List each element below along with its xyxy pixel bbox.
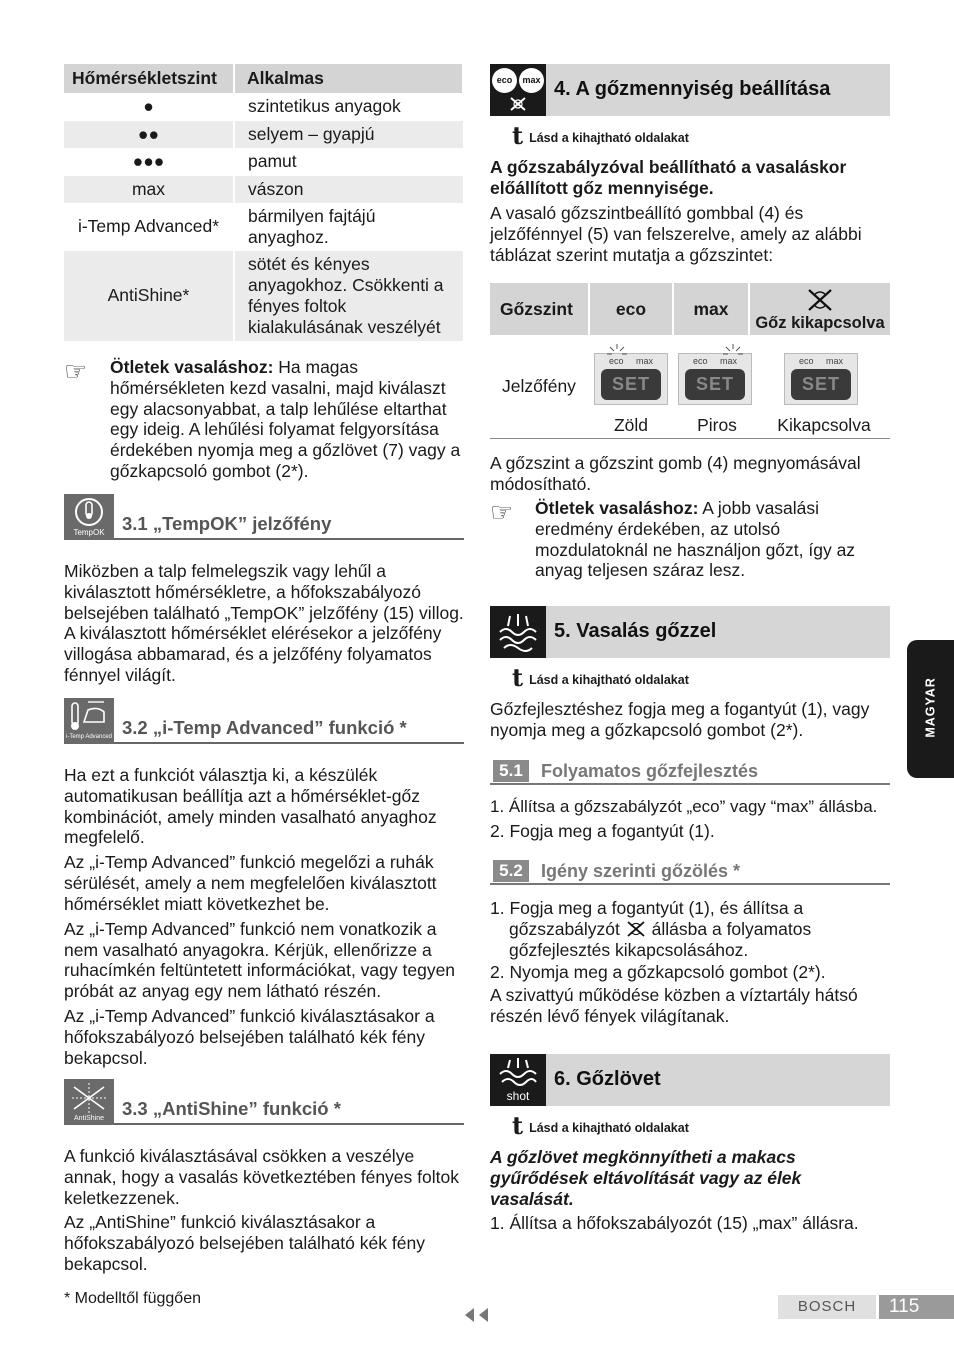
eco-max-steam-icon: eco max — [490, 64, 546, 116]
section-5-2-heading: 5.2 Igény szerinti gőzölés * — [490, 859, 890, 885]
section-5-heading — [490, 606, 890, 658]
back-arrows-icon[interactable] — [462, 1305, 492, 1325]
table-header: Hőmérsékletszint — [64, 64, 234, 93]
section-title: 5. Vasalás gőzzel — [554, 620, 717, 642]
temperature-table — [64, 64, 464, 341]
i-temp-advanced-icon: i-Temp Advanced — [64, 698, 114, 744]
section-4-intro-bold: A gőzszabályzóval beállítható a vasaláskor előállított gőz mennyisége. — [490, 157, 847, 198]
table-row: ● szintetikus anyagok — [64, 93, 463, 121]
see-foldout-ref: t Lásd a kihajtható oldalakat — [512, 121, 689, 150]
section-3-1-heading — [64, 494, 464, 540]
steam-off-icon — [625, 920, 647, 938]
section-4-intro: A vasaló gőzszintbeállító gombbal (4) és jelzőfénnyel (5) van felszerelve, amely az alábbi táblázat szerint mutatja a gőzszintet: — [490, 203, 862, 265]
list-item: 1. Állítsa a gőzszabályzót „eco” vagy “max” állásba. — [490, 797, 878, 816]
section-title: 3.2 „i-Temp Advanced” funkció * — [122, 717, 407, 738]
section-3-2-heading — [64, 698, 464, 744]
ironing-tip: Ötletek vasaláshoz: Ha magas hőmérsékleten kezd vasalni, majd kiválaszt egy alacsonyabbat, a talp lehűlése eltarthat egy ideig. A lehűlési folyamat felgyorsítása érdekében nyomja meg a gőzlövet (7) vagy a gőzkapcsoló gombot (2*). — [110, 357, 461, 482]
table-header: Alkalmas — [234, 64, 463, 93]
section-4-heading — [490, 64, 890, 116]
table-row: ●●● pamut — [64, 148, 463, 176]
section-3-3-body: A funkció kiválasztásával csökken a veszélye annak, hogy a vasalás következtében fényes foltok keletkezzenek. Az „AntiShine” funkció kiválasztásakor a hőfokszabályozó belsejében található kék fény bekapcsol. — [64, 1146, 459, 1275]
light-glow-icon — [607, 344, 627, 360]
section-title: 3.3 „AntiShine” funkció * — [122, 1098, 341, 1119]
section-5-1-heading: 5.1 Folyamatos gőzfejlesztés — [490, 759, 890, 785]
table-row: AntiShine* sötét és kényes anyagokhoz. Csökkenti a fényes foltok kialakulásának veszélyét — [64, 251, 463, 341]
steam-icon — [490, 606, 546, 658]
light-glow-icon — [723, 344, 743, 360]
tempok-icon: TempOK — [64, 494, 114, 540]
language-tab: MAGYAR — [907, 640, 954, 778]
pointing-hand-icon: ☞ — [490, 497, 514, 527]
pointing-hand-icon: ☞ — [64, 356, 88, 386]
brand-label: BOSCH — [778, 1295, 876, 1319]
see-foldout-ref: t Lásd a kihajtható oldalakat — [512, 663, 689, 692]
section-title: 6. Gőzlövet — [554, 1068, 661, 1090]
section-title: 4. A gőzmennyiség beállítása — [554, 78, 831, 100]
section-3-2-body: Ha ezt a funkciót választja ki, a készülék automatikusan beállítja azt a hőmérséklet-gőz kombinációt, amely minden vasalható anyaghoz megfelelő. Az „i-Temp Advanced” funkció megelőzi a ruhák sérülését, amely a nem megfelelően kiválasztott hőmérséklet miatt következhet be. Az „i-Temp Advanced” funkció nem vonatkozik a nem vasalható anyagokra. Kérjük, ellenőrizze a ruhacímkén feltüntetett információkat, vagy tegyen próbát az anyag egy nem látható részén. Az „i-Temp Advanced” funkció kiválasztásakor a hőfokszabályozó belsejében található kék fény bekapcsol. — [64, 765, 456, 1068]
page-number: 115 — [879, 1295, 954, 1319]
indicator-panel-max: eco max SET — [678, 353, 752, 405]
ironing-tip: Ötletek vasaláshoz: A jobb vasalási eredmény érdekében, az utolsó mozdulatoknál ne használjon gőzt, így az anyag teljesen száraz lesz. — [535, 498, 856, 581]
section-5-2-body: 1. Fogja meg a fogantyút (1), és állítsa a gőzszabályzót állásba a folyamatos gőzfejlesztés kikapcsolásához. 2. Nyomja meg a gőzkapcsoló gombot (2*). A szivattyú működése közben a víztartály hátsó részén lévő fények világítanak. — [490, 898, 858, 1027]
section-3-1-body: Miközben a talp felmelegszik vagy lehűl a kiválasztott hőmérsékletre, a hőfokszabályozó belsejében található „TempOK” jelzőfény (15) villog. A kiválasztott hőmérséklet elérésekor a jelzőfény villogása abbamarad, és a jelzőfény folyamatos fénnyel világít. — [64, 561, 464, 686]
list-item: 1. Állítsa a hőfokszabályozót (15) „max” állásra. — [490, 1213, 859, 1233]
section-6-heading — [490, 1054, 890, 1106]
see-foldout-ref: t Lásd a kihajtható oldalakat — [512, 1111, 689, 1140]
indicator-panel-off: eco max SET — [784, 353, 858, 405]
steam-shot-icon: shot — [490, 1054, 546, 1106]
section-5-body: Gőzfejlesztéshez fogja meg a fogantyút (1), vagy nyomja meg a gőzkapcsoló gombot (2*). — [490, 699, 870, 740]
table-row: max vászon — [64, 176, 463, 203]
section-title: 3.1 „TempOK” jelzőfény — [122, 513, 332, 534]
section-4-after: A gőzszint a gőzszint gomb (4) megnyomásával módosítható. — [490, 453, 861, 494]
steam-off-icon — [805, 287, 835, 313]
indicator-panel-eco: eco max SET — [594, 353, 668, 405]
list-item: 2. Fogja meg a fogantyút (1). — [490, 821, 715, 841]
footnote: * Modelltől függően — [64, 1290, 201, 1307]
table-row: i-Temp Advanced* bármilyen fajtájú anyaghoz. — [64, 203, 463, 251]
antishine-icon: AntiShine — [64, 1079, 114, 1125]
section-3-3-heading — [64, 1079, 464, 1125]
table-row: ●● selyem – gyapjú — [64, 121, 463, 148]
table-row: Jelzőfény eco max SET eco max SET eco max SET Zöld Piros Kikapcsolva — [490, 335, 890, 439]
section-6-intro: A gőzlövet megkönnyítheti a makacs gyűrődések eltávolítását vagy az élek vasalását. — [490, 1147, 802, 1209]
